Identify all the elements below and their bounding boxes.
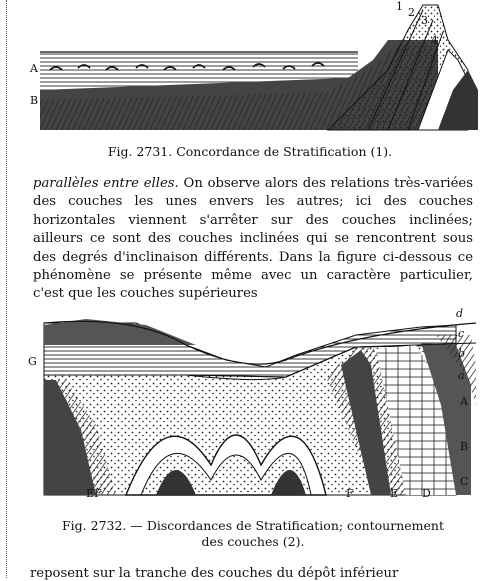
fig2-label-ef: EF <box>86 487 102 500</box>
fig1-label-1: 1 <box>396 0 403 13</box>
figure-2731-illustration <box>28 0 478 138</box>
figure-2732-caption-line1: Fig. 2732. — Discordances de Stratification; contournement <box>62 518 444 533</box>
page-margin-rule <box>6 0 7 578</box>
figure-2732-caption-line2: des couches (2). <box>201 534 305 549</box>
paragraph-lead-italic: parallèles entre elles. <box>33 176 179 191</box>
fig2-label-a: A <box>460 395 468 408</box>
fig2-label-c-lower: c <box>458 327 465 340</box>
fig2-label-d-lower: d <box>456 307 464 320</box>
fig2-label-e: E <box>390 487 399 500</box>
fig2-label-d: D <box>422 487 431 500</box>
fig1-label-a: A <box>30 62 38 75</box>
continued-text-line: reposent sur la tranche des couches du dépôt inférieur <box>30 566 399 581</box>
figure-2731-caption: Fig. 2731. Concordance de Stratification (1). <box>107 144 393 159</box>
paragraph-text: On observe alors des relations très-variées des couches les unes envers les autres; ici des couches horizontales viennent s'arrêter sur des couches inclinées; ailleurs ce sont des couches inclinées qui se rencontrent sous des degrés d'inclinaison différents. Dans la figure ci-dessous ce phénomène se présente même avec un caractère particulier, c'est que les couches supérieures <box>33 176 474 302</box>
figure-2732-illustration <box>26 305 478 500</box>
fig1-label-2: 2 <box>408 6 415 19</box>
fig2-label-f: F <box>346 487 354 500</box>
fig1-label-b: B <box>30 94 39 107</box>
fig2-label-g: G <box>28 355 37 368</box>
fig2-label-c: C <box>460 475 469 488</box>
fig2-label-b: B <box>460 440 469 453</box>
fig1-label-4: 4 <box>431 34 438 47</box>
fig2-label-a-lower: a <box>458 369 465 382</box>
fig2-label-b-lower: b <box>458 347 466 360</box>
body-paragraph <box>33 175 473 304</box>
fig1-label-3: 3 <box>421 14 428 27</box>
figure-2732-caption <box>30 518 476 550</box>
